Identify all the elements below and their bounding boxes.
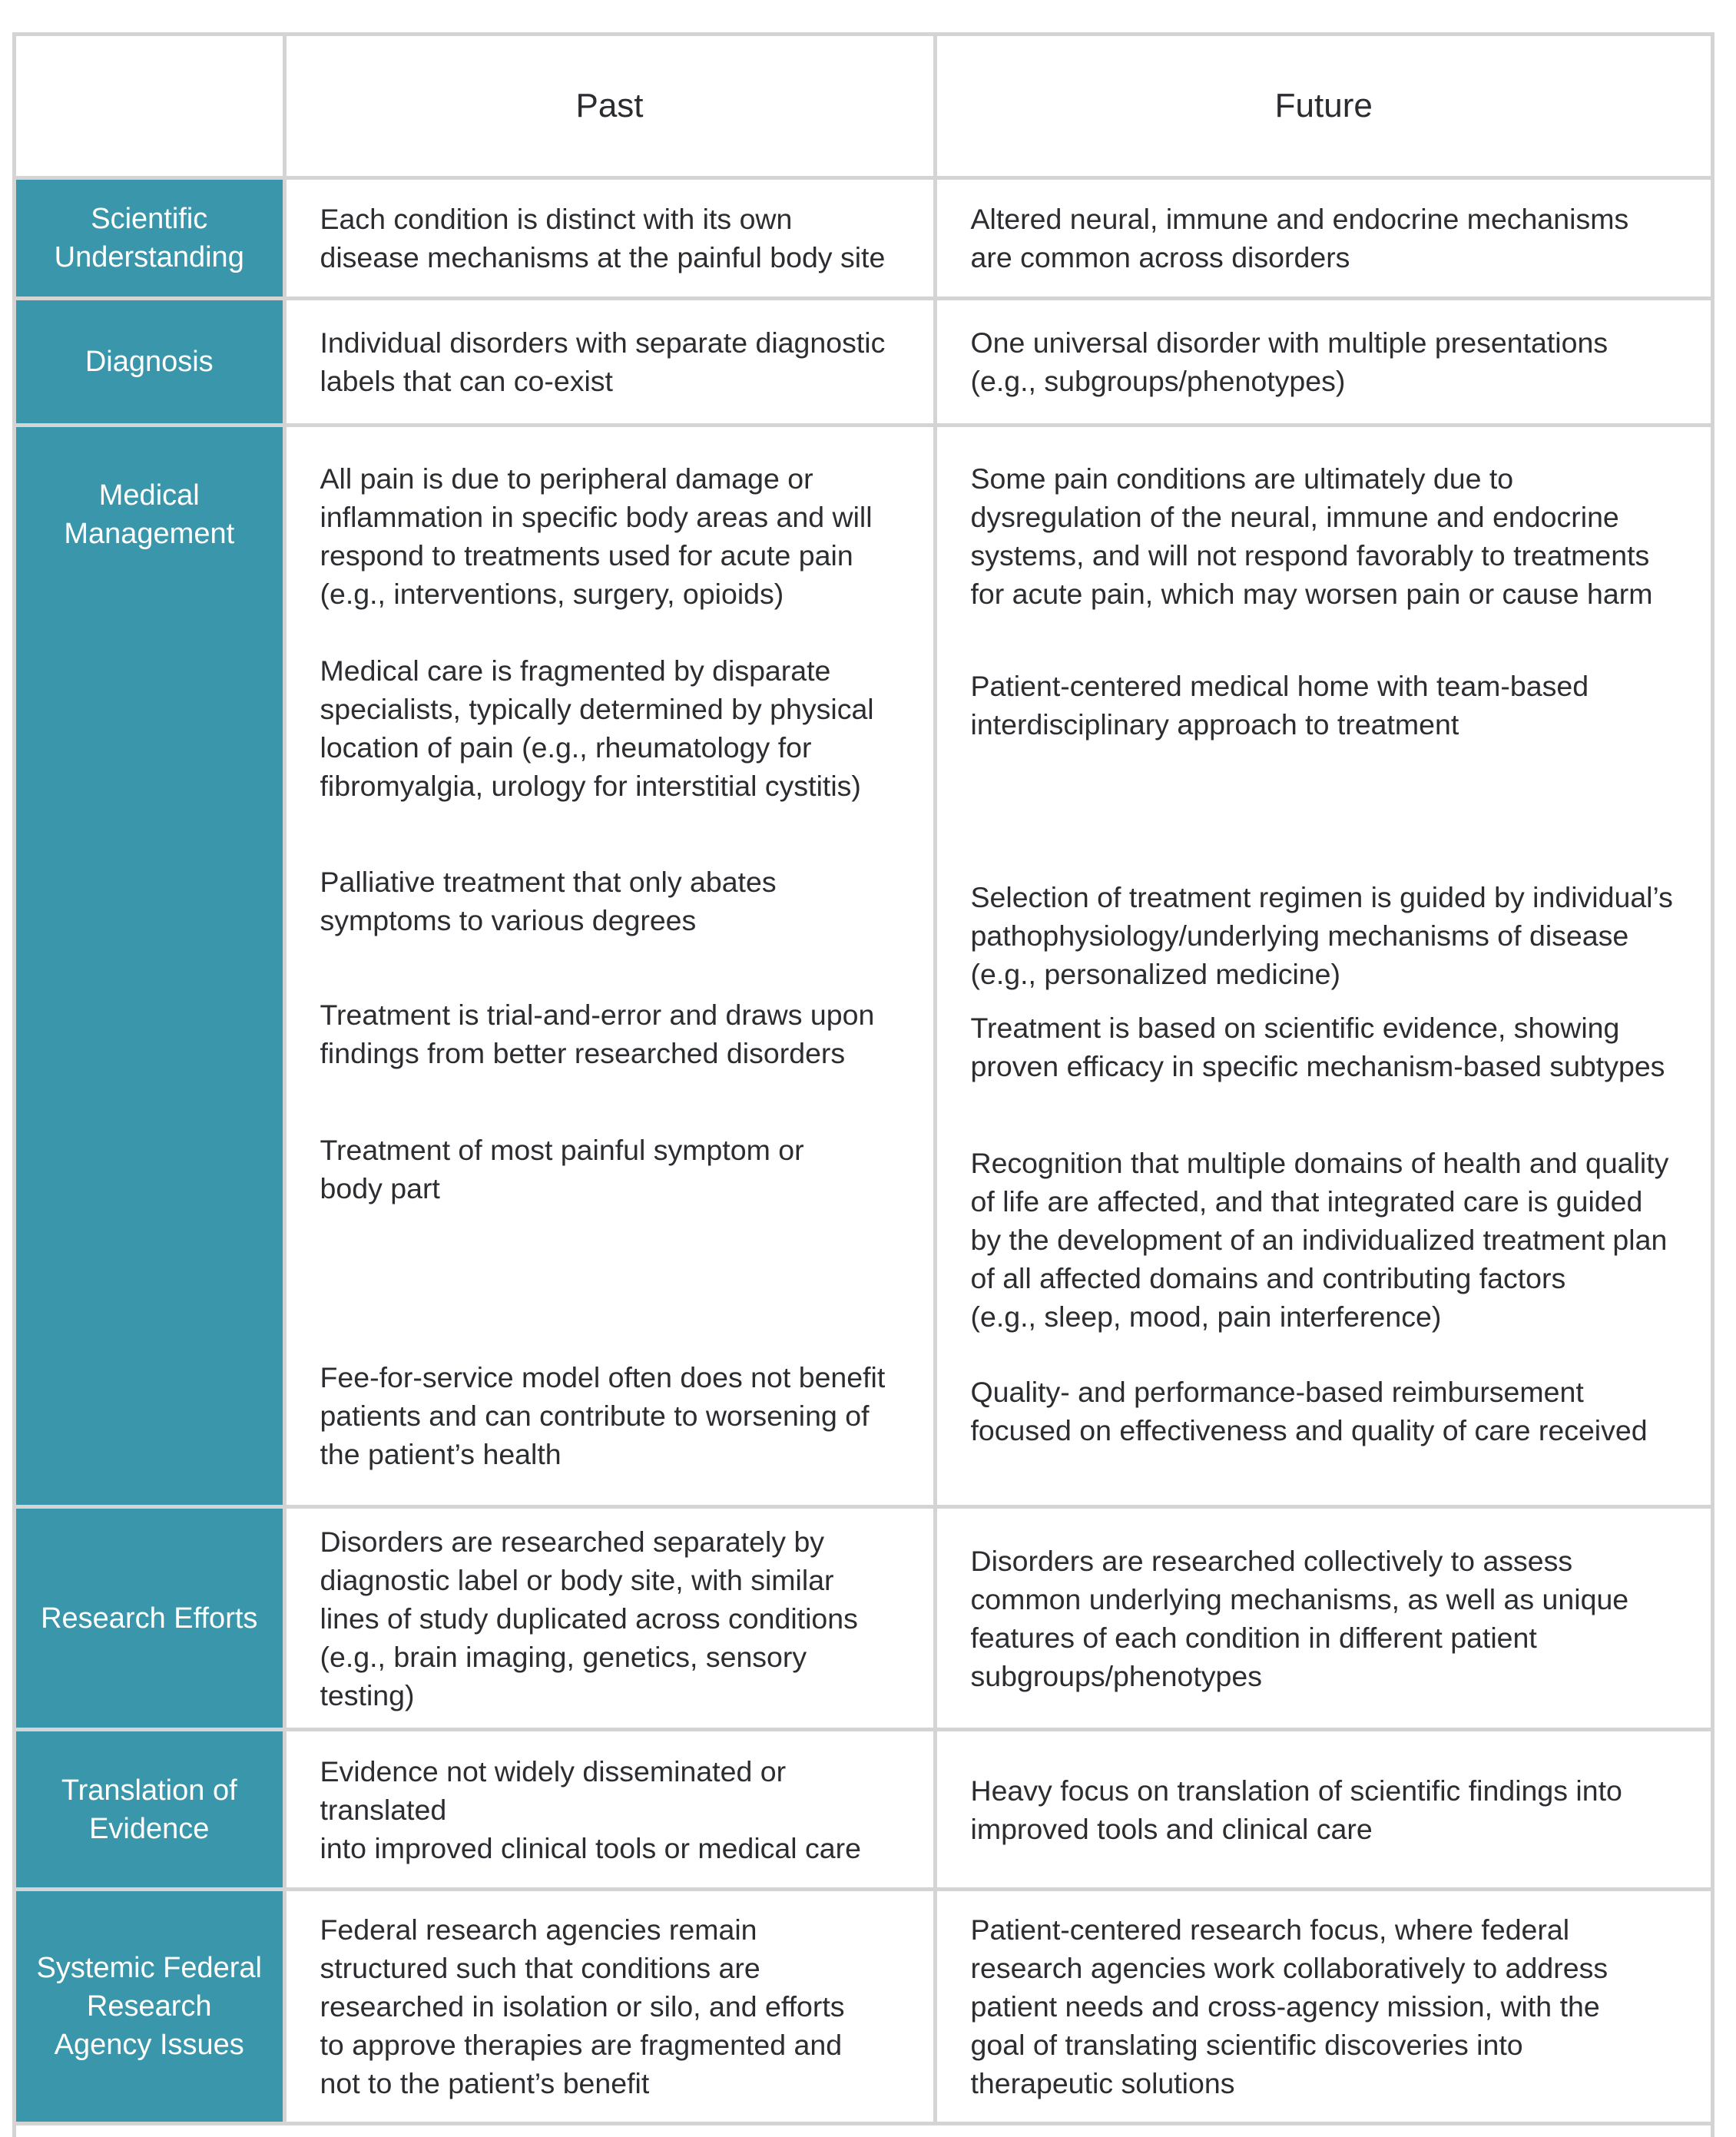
future-item-quality-reimbursement: Quality- and performance-based reimbursement focused on effectiveness and quality of care received xyxy=(970,1376,1648,1446)
header-row xyxy=(16,36,1711,178)
row-medical-management xyxy=(16,426,1711,1507)
past-cell-scientific-understanding: Each condition is distinct with its own disease mechanisms at the painful body site xyxy=(284,178,935,299)
row-label-diagnosis: Diagnosis xyxy=(16,299,284,426)
future-cell-translation-of-evidence: Heavy focus on translation of scientific findings into improved tools and clinical care xyxy=(935,1730,1711,1890)
header-corner-cell xyxy=(16,36,284,178)
future-item-medical-home: Patient-centered medical home with team-based interdisciplinary approach to treatment xyxy=(970,670,1589,740)
row-label-systemic-federal-research: Systemic Federal Research Agency Issues xyxy=(16,1890,284,2124)
header-past: Past xyxy=(284,36,935,178)
past-item-palliative-treatment: Palliative treatment that only abates symptoms to various degrees xyxy=(320,866,777,936)
future-cell-systemic-federal-research: Patient-centered research focus, where federal research agencies work collaboratively to address patient needs and cross-agency mission, with the goal of translating scientific discoveries into therapeutic solutions xyxy=(935,1890,1711,2124)
past-item-fragmented-care: Medical care is fragmented by disparate specialists, typically determined by physical location of pain (e.g., rheumatology for fibromyalgia, urology for interstitial cystitis) xyxy=(320,654,874,802)
row-research-efforts xyxy=(16,1507,1711,1730)
past-cell-medical-management xyxy=(284,426,935,1507)
future-cell-diagnosis: One universal disorder with multiple presentations (e.g., subgroups/phenotypes) xyxy=(935,299,1711,426)
past-item-peripheral-damage: All pain is due to peripheral damage or inflammation in specific body areas and will respond to treatments used for acute pain (e.g., interventions, surgery, opioids) xyxy=(320,462,873,610)
past-cell-research-efforts: Disorders are researched separately by diagnostic label or body site, with similar lines of study duplicated across conditions (e.g., brain imaging, genetics, sensory testing) xyxy=(284,1507,935,1730)
future-item-dysregulation: Some pain conditions are ultimately due to dysregulation of the neural, immune and endocrine systems, and will not respond favorably to treatments for acute pain, which may worsen pain or cause harm xyxy=(970,462,1653,610)
past-item-fee-for-service: Fee-for-service model often does not benefit patients and can contribute to worsening of the patient’s health xyxy=(320,1361,886,1470)
row-label-research-efforts: Research Efforts xyxy=(16,1507,284,1730)
row-diagnosis xyxy=(16,299,1711,426)
row-systemic-federal-research xyxy=(16,1890,1711,2124)
future-cell-research-efforts: Disorders are researched collectively to assess common underlying mechanisms, as well as unique features of each condition in different patient subgroups/phenotypes xyxy=(935,1507,1711,1730)
future-cell-scientific-understanding: Altered neural, immune and endocrine mechanisms are common across disorders xyxy=(935,178,1711,299)
past-item-most-painful-symptom: Treatment of most painful symptom or body part xyxy=(320,1134,804,1204)
comparison-table-container xyxy=(12,32,1714,2137)
row-label-translation-of-evidence: Translation of Evidence xyxy=(16,1730,284,1890)
header-future: Future xyxy=(935,36,1711,178)
past-cell-diagnosis: Individual disorders with separate diagnostic labels that can co-exist xyxy=(284,299,935,426)
future-cell-medical-management xyxy=(935,426,1711,1507)
row-translation-of-evidence xyxy=(16,1730,1711,1890)
row-label-medical-management: Medical Management xyxy=(16,426,284,1507)
past-item-trial-and-error: Treatment is trial-and-error and draws upon findings from better researched disorders xyxy=(320,999,875,1069)
future-item-integrated-care: Recognition that multiple domains of health and quality of life are affected, and that integrated care is guided by the development of an individualized treatment plan of all affected domains and contributing factors (e.g., sleep, mood, pain interference) xyxy=(970,1147,1669,1333)
past-cell-translation-of-evidence: Evidence not widely disseminated or translated into improved clinical tools or medical care xyxy=(284,1730,935,1890)
future-item-scientific-evidence: Treatment is based on scientific evidence, showing proven efficacy in specific mechanism-based subtypes xyxy=(970,1012,1665,1082)
past-future-comparison-table xyxy=(16,36,1711,2125)
row-label-scientific-understanding: Scientific Understanding xyxy=(16,178,284,299)
future-item-personalized-medicine: Selection of treatment regimen is guided by individual’s pathophysiology/underlying mechanisms of disease (e.g., personalized medicine) xyxy=(970,881,1673,990)
past-cell-systemic-federal-research: Federal research agencies remain structured such that conditions are researched in isolation or silo, and efforts to approve therapies are fragmented and not to the patient’s benefit xyxy=(284,1890,935,2124)
row-scientific-understanding xyxy=(16,178,1711,299)
